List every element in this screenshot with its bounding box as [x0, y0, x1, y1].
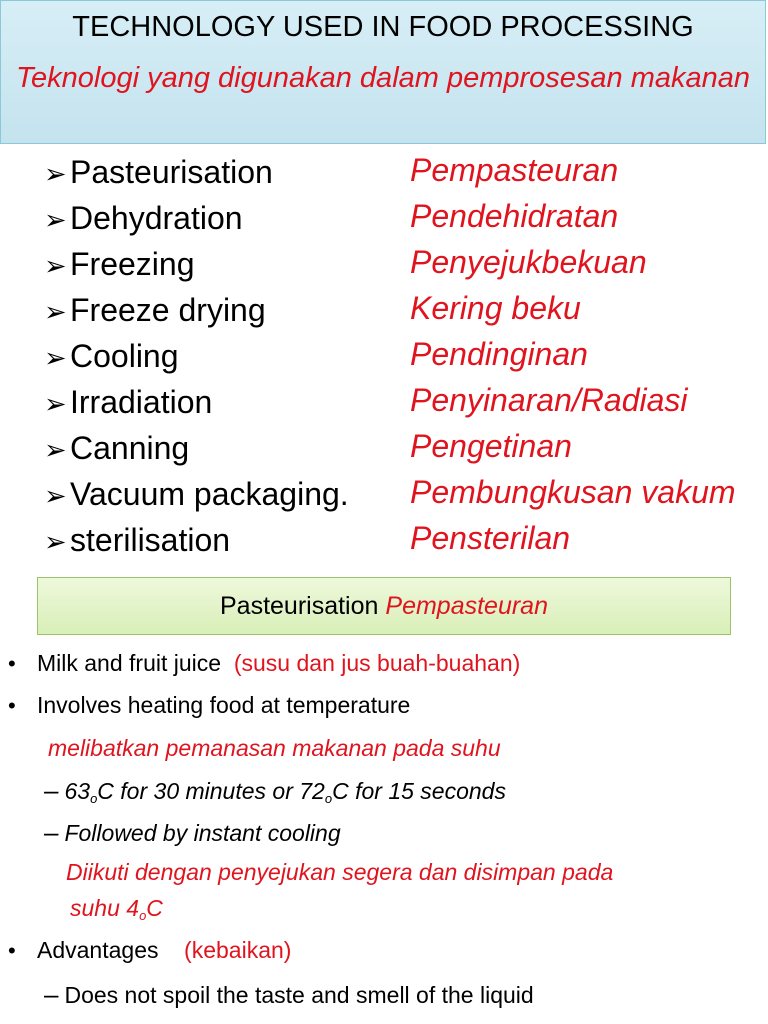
title-malay: Teknologi yang digunakan dalam pemprosesan makanan	[15, 62, 751, 94]
bullet-text: Advantages	[37, 937, 159, 963]
list-item	[44, 154, 768, 198]
dash-icon: –	[44, 775, 59, 805]
title-banner	[0, 0, 766, 144]
technique-malay: Pensterilan	[410, 520, 571, 556]
bullet-icon: •	[8, 651, 16, 676]
section-heading-english: Pasteurisation	[220, 592, 379, 620]
technique-malay: Penyinaran/Radiasi	[410, 382, 688, 418]
technique-english: Freeze drying	[70, 292, 266, 328]
technique-english: Vacuum packaging.	[70, 476, 349, 512]
arrow-bullet-icon: ➢	[44, 205, 67, 235]
list-item	[44, 384, 768, 428]
technique-english: Pasteurisation	[70, 154, 273, 190]
technique-english: Canning	[70, 430, 190, 466]
arrow-bullet-icon: ➢	[44, 297, 67, 327]
technique-english: Cooling	[70, 338, 179, 374]
bullet-advantages	[37, 937, 291, 964]
technique-english: Dehydration	[70, 200, 243, 236]
bullet-heating-translation: melibatkan pemanasan makanan pada suhu	[48, 735, 501, 761]
sub-item-cooling: – Followed by instant cooling	[44, 817, 341, 847]
arrow-bullet-icon: ➢	[44, 435, 67, 465]
dash-icon: –	[44, 979, 59, 1009]
technique-malay: Pendehidratan	[410, 198, 619, 234]
technique-english: Freezing	[70, 246, 195, 282]
sub-item-cooling-translation-2: suhu 4$^o$C	[70, 895, 163, 923]
list-item	[44, 200, 768, 244]
bullet-icon: •	[8, 938, 16, 963]
bullet-text: Milk and fruit juice	[37, 650, 222, 676]
arrow-bullet-icon: ➢	[44, 481, 67, 511]
arrow-bullet-icon: ➢	[44, 389, 67, 419]
technique-malay: Pengetinan	[410, 428, 572, 464]
bullet-milk	[37, 650, 520, 677]
technique-malay: Penyejukbekuan	[410, 244, 647, 280]
title-english: TECHNOLOGY USED IN FOOD PROCESSING	[72, 11, 694, 43]
sub-item-temperatures: – 63$^o$C for 30 minutes or 72$^o$C for 15 seconds	[44, 775, 506, 806]
sub-item-taste: – Does not spoil the taste and smell of the liquid	[44, 979, 534, 1009]
arrow-bullet-icon: ➢	[44, 159, 67, 189]
arrow-bullet-icon: ➢	[44, 251, 67, 281]
list-item	[44, 292, 768, 336]
bullet-heating	[37, 692, 410, 719]
list-item	[44, 430, 768, 474]
arrow-bullet-icon: ➢	[44, 343, 67, 373]
dash-icon: –	[44, 817, 59, 847]
technique-malay: Kering beku	[410, 290, 581, 326]
bullet-translation: (susu dan jus buah-buahan)	[233, 650, 521, 676]
technique-english: Irradiation	[70, 384, 213, 420]
technique-malay: Pendinginan	[410, 336, 588, 372]
sub-item-cooling-translation: Diikuti dengan penyejukan segera dan disimpan pada	[66, 859, 614, 885]
list-item	[44, 246, 768, 290]
list-item	[44, 476, 768, 520]
arrow-bullet-icon: ➢	[44, 527, 67, 557]
section-heading-malay: Pempasteuran	[385, 592, 548, 620]
list-item	[44, 338, 768, 382]
list-item	[44, 522, 768, 566]
bullet-text: Involves heating food at temperature	[37, 692, 411, 718]
technique-malay: Pempasteuran	[410, 152, 619, 188]
bullet-icon: •	[8, 693, 16, 718]
technique-english: sterilisation	[70, 522, 231, 558]
bullet-translation: (kebaikan)	[184, 937, 292, 963]
section-heading	[37, 577, 731, 635]
technique-malay: Pembungkusan vakum	[410, 474, 736, 510]
